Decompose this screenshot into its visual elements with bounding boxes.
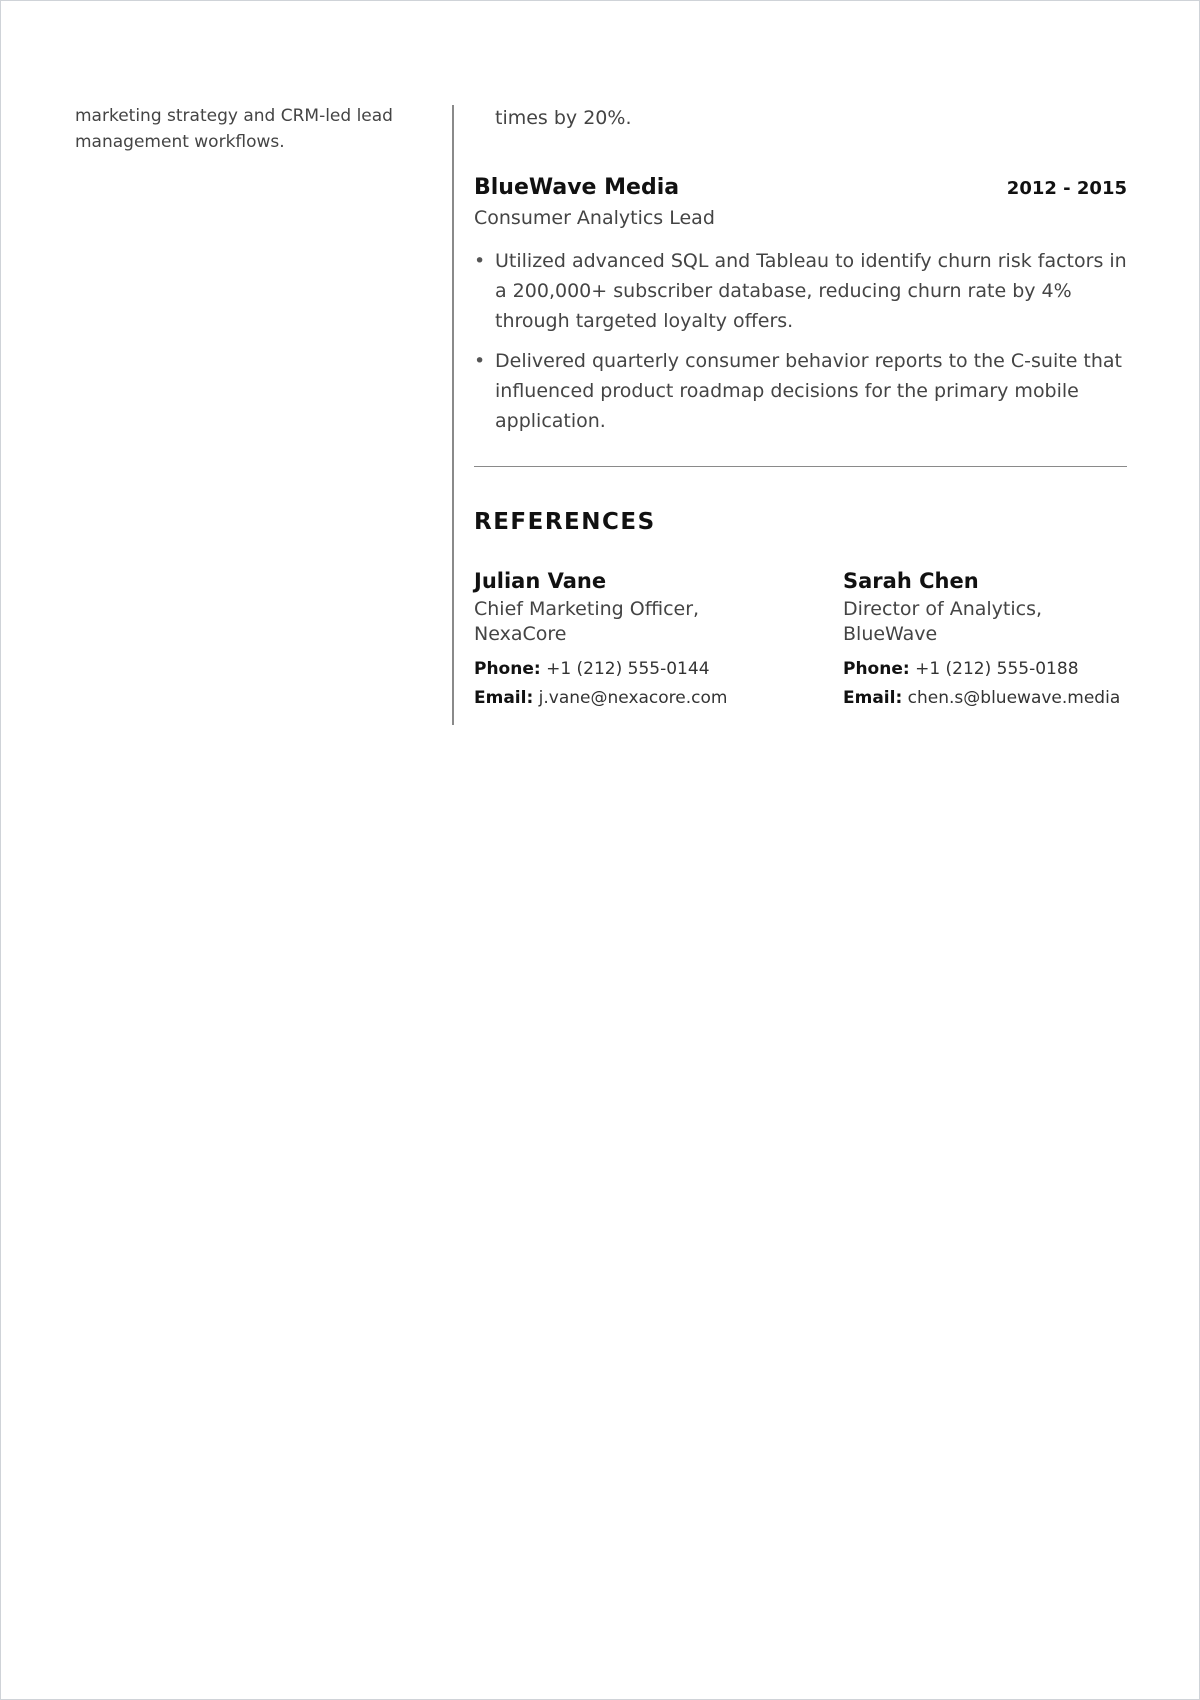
job-title: Consumer Analytics Lead [474, 207, 715, 229]
bullet-icon: • [474, 350, 486, 372]
reference-email [843, 684, 1127, 713]
job-bullet-text: Delivered quarterly consumer behavior reports to the C-suite that influenced product roadmap decisions for the primary mobile application. [495, 350, 1123, 432]
left-summary-text: marketing strategy and CRM-led lead management workflows. [75, 106, 393, 152]
email-value: chen.s@bluewave.media [907, 688, 1121, 708]
column-divider [452, 105, 454, 725]
reference-role: Chief Marketing Officer, NexaCore [474, 598, 700, 645]
phone-value: +1 (212) 555-0188 [915, 659, 1079, 679]
phone-value: +1 (212) 555-0144 [546, 659, 710, 679]
bullet-icon: • [474, 250, 486, 272]
job-header [474, 175, 1127, 200]
job-entry [474, 175, 1127, 436]
job-bullet [474, 346, 1127, 436]
reference-name: Julian Vane [474, 569, 607, 593]
phone-label: Phone: [474, 659, 541, 679]
reference-card [843, 567, 1127, 713]
reference-phone [474, 655, 843, 684]
job-bullet [474, 246, 1127, 336]
email-label: Email: [474, 688, 534, 708]
email-value: j.vane@nexacore.com [538, 688, 728, 708]
job-company: BlueWave Media [474, 175, 680, 200]
right-column [474, 103, 1127, 713]
carryover-bullet-text: times by 20%. [495, 107, 632, 129]
section-divider [474, 466, 1127, 467]
reference-email [474, 684, 843, 713]
references-list [474, 567, 1127, 713]
job-bullet-list [474, 246, 1127, 436]
phone-label: Phone: [843, 659, 910, 679]
reference-name: Sarah Chen [843, 569, 979, 593]
reference-card [474, 567, 843, 713]
job-dates: 2012 - 2015 [1006, 178, 1127, 199]
job-bullet-text: Utilized advanced SQL and Tableau to identify churn risk factors in a 200,000+ subscriber database, reducing churn rate by 4% through targeted loyalty offers. [495, 250, 1127, 332]
reference-role: Director of Analytics, BlueWave [843, 598, 1043, 645]
references-heading: REFERENCES [474, 509, 656, 535]
left-column [75, 103, 415, 155]
email-label: Email: [843, 688, 903, 708]
reference-phone [843, 655, 1127, 684]
